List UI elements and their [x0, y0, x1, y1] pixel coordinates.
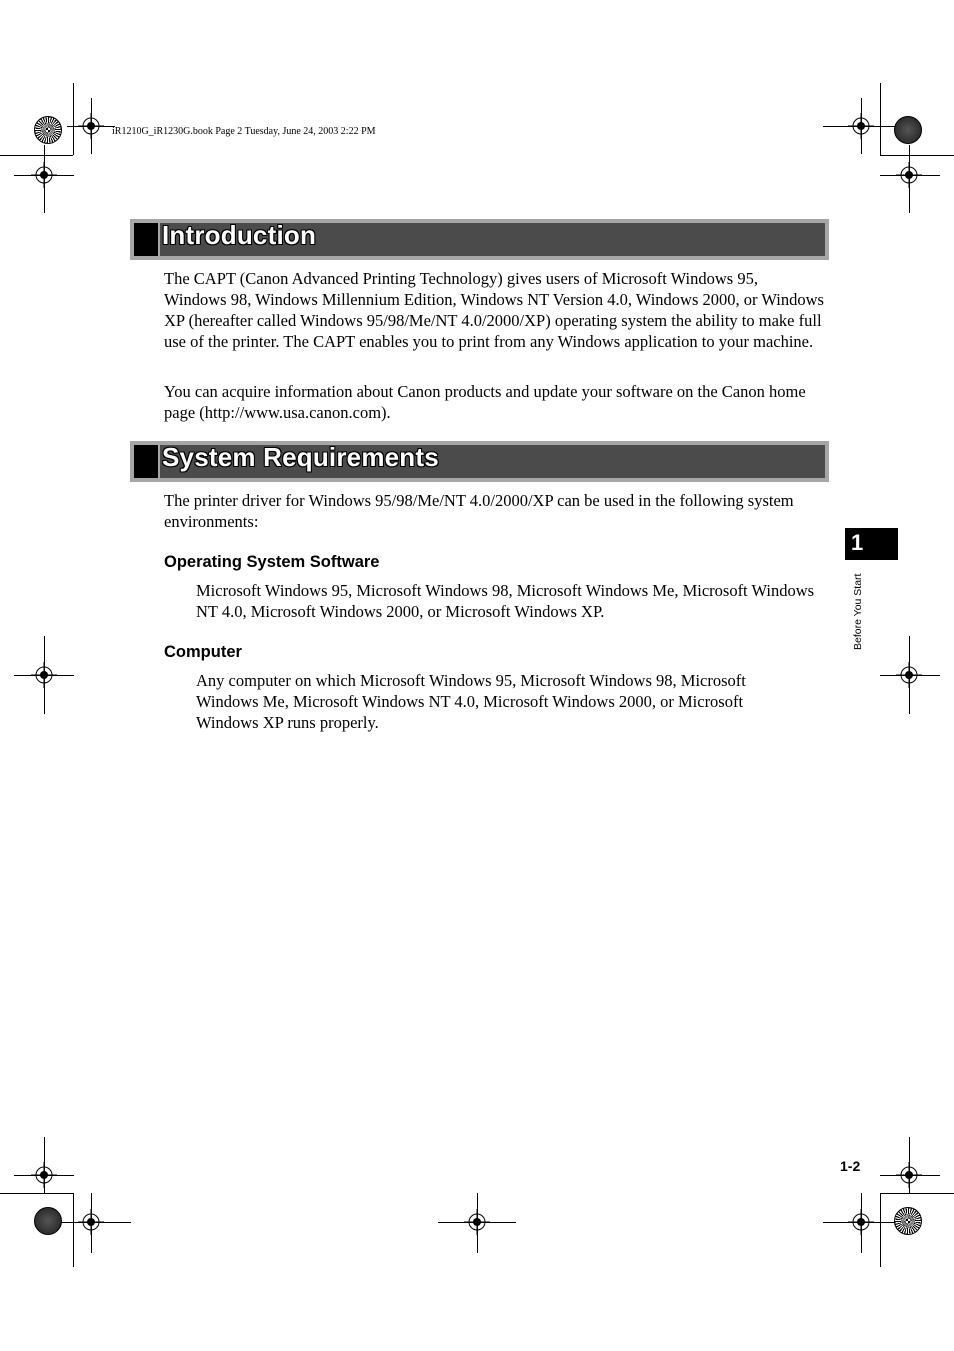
print-slug: iR1210G_iR1230G.book Page 2 Tuesday, June 24, 2003 2:22 PM [112, 126, 376, 137]
chapter-number: 1 [851, 530, 864, 555]
star-target-icon [894, 1207, 922, 1235]
introduction-paragraph: You can acquire information about Canon products and update your software on the Canon home page (http://www.usa.canon.com). [164, 382, 806, 422]
system-requirements-heading: System Requirements [162, 442, 439, 472]
chapter-tab [845, 528, 898, 560]
computer-text: Any computer on which Microsoft Windows 95, Microsoft Windows 98, Microsoft Windows Me, Microsoft Windows NT 4.0, Microsoft Windows 2000, or Microsoft Windows XP runs properly. [196, 671, 746, 732]
gray-target-icon [894, 116, 922, 144]
system-requirements-heading-bar [130, 441, 829, 482]
chapter-label: Before You Start [852, 573, 864, 650]
introduction-heading-bar [130, 219, 829, 260]
system-requirements-intro: The printer driver for Windows 95/98/Me/NT 4.0/2000/XP can be used in the following system environments: [164, 491, 794, 531]
page-number: 1-2 [840, 1158, 861, 1174]
computer-heading: Computer [164, 643, 242, 661]
introduction-paragraph: The CAPT (Canon Advanced Printing Technology) gives users of Microsoft Windows 95, Windows 98, Windows Millennium Edition, Windows NT Version 4.0, Windows 2000, or Windows XP (hereafter called Windows 95/98/Me/NT 4.0/2000/XP) operating system the ability to make full use of the printer. The CAPT enables you to print from any Windows application to your machine. [164, 269, 824, 351]
introduction-heading: Introduction [162, 220, 317, 250]
gray-target-icon [34, 1207, 62, 1235]
os-software-heading: Operating System Software [164, 553, 380, 571]
star-target-icon [34, 116, 62, 144]
os-software-text: Microsoft Windows 95, Microsoft Windows 98, Microsoft Windows Me, Microsoft Windows NT 4.0, Microsoft Windows 2000, or Microsoft Windows XP. [196, 581, 815, 621]
